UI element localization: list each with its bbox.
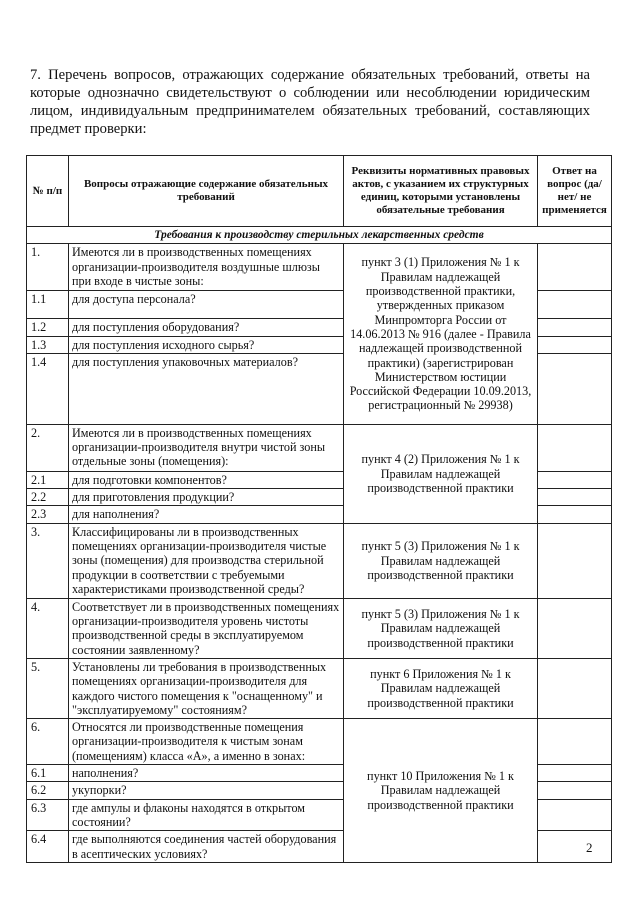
section-row xyxy=(27,227,612,244)
table-header-row xyxy=(27,156,612,227)
answer-cell[interactable] xyxy=(538,765,612,782)
row-num: 1.1 xyxy=(27,291,69,319)
answer-cell[interactable] xyxy=(538,353,612,424)
table-row xyxy=(27,424,612,471)
row-num: 6.1 xyxy=(27,765,69,782)
table-row xyxy=(27,244,612,291)
answer-cell[interactable] xyxy=(538,319,612,336)
row-num: 6.3 xyxy=(27,799,69,831)
row-question: укупорки? xyxy=(69,782,344,799)
row-question: для подготовки компонентов? xyxy=(69,471,344,488)
row-num: 3. xyxy=(27,523,69,598)
intro-paragraph: 7. Перечень вопросов, отражающих содержание обязательных требований, ответы на которые однозначно свидетельствуют о соблюдении или несоблюдении юридическим лицом, индивидуальным предпринимателем обязательных требований, составляющих предмет проверки: xyxy=(30,67,590,137)
row-num: 6.2 xyxy=(27,782,69,799)
requirements-table xyxy=(26,155,612,863)
answer-cell[interactable] xyxy=(538,719,612,765)
answer-cell[interactable] xyxy=(538,523,612,598)
table-row xyxy=(27,523,612,598)
row-reference: пункт 5 (3) Приложения № 1 к Правилам надлежащей производственной практики xyxy=(344,523,538,598)
row-num: 2.3 xyxy=(27,506,69,523)
header-question: Вопросы отражающие содержание обязательных требований xyxy=(69,156,344,227)
row-num: 2.2 xyxy=(27,489,69,506)
answer-cell[interactable] xyxy=(538,831,612,863)
row-num: 5. xyxy=(27,658,69,718)
row-question: для поступления упаковочных материалов? xyxy=(69,353,344,424)
row-reference: пункт 3 (1) Приложения № 1 к Правилам надлежащей производственной практики, утвержденных приказом Минпромторга России от 14.06.2013 № 916 (далее - Правила надлежащей производственной практики) (зарегистрирован Министерством юстиции Российской Федерации 10.09.2013, регистрационный № 29938) xyxy=(344,244,538,425)
header-reference: Реквизиты нормативных правовых актов, с указанием их структурных единиц, которыми установлены обязательные требования xyxy=(344,156,538,227)
row-num: 4. xyxy=(27,598,69,658)
page-number: 2 xyxy=(586,840,593,855)
row-num: 1. xyxy=(27,244,69,291)
table-row xyxy=(27,658,612,718)
row-reference: пункт 5 (3) Приложения № 1 к Правилам надлежащей производственной практики xyxy=(344,598,538,658)
answer-cell[interactable] xyxy=(538,489,612,506)
row-num: 6. xyxy=(27,719,69,765)
answer-cell[interactable] xyxy=(538,471,612,488)
answer-cell[interactable] xyxy=(538,799,612,831)
answer-cell[interactable] xyxy=(538,424,612,471)
answer-cell[interactable] xyxy=(538,336,612,353)
answer-cell[interactable] xyxy=(538,244,612,291)
row-num: 2.1 xyxy=(27,471,69,488)
answer-cell[interactable] xyxy=(538,658,612,718)
row-question: для наполнения? xyxy=(69,506,344,523)
row-question: где ампулы и флаконы находятся в открытом состоянии? xyxy=(69,799,344,831)
row-num: 1.3 xyxy=(27,336,69,353)
row-question: для приготовления продукции? xyxy=(69,489,344,506)
section-title: Требования к производству стерильных лекарственных средств xyxy=(27,227,612,244)
row-num: 2. xyxy=(27,424,69,471)
row-num: 1.4 xyxy=(27,353,69,424)
row-reference: пункт 6 Приложения № 1 к Правилам надлежащей производственной практики xyxy=(344,658,538,718)
header-answer: Ответ на вопрос (да/нет/ не применяется xyxy=(538,156,612,227)
header-num: № п/п xyxy=(27,156,69,227)
table-row xyxy=(27,598,612,658)
row-question: для поступления оборудования? xyxy=(69,319,344,336)
answer-cell[interactable] xyxy=(538,506,612,523)
row-num: 1.2 xyxy=(27,319,69,336)
row-question: Имеются ли в производственных помещениях организации-производителя воздушные шлюзы при входе в чистые зоны: xyxy=(69,244,344,291)
answer-cell[interactable] xyxy=(538,782,612,799)
row-question: для поступления исходного сырья? xyxy=(69,336,344,353)
row-question: Установлены ли требования в производственных помещениях организации-производителя для каждого чистого помещения к "оснащенному" и "эксплуатируемому" состояниям? xyxy=(69,658,344,718)
row-reference: пункт 10 Приложения № 1 к Правилам надлежащей производственной практики xyxy=(344,719,538,863)
row-question: где выполняются соединения частей оборудования в асептических условиях? xyxy=(69,831,344,863)
row-num: 6.4 xyxy=(27,831,69,863)
answer-cell[interactable] xyxy=(538,598,612,658)
row-question: Имеются ли в производственных помещениях организации-производителя внутри чистой зоны отдельные зоны (помещения): xyxy=(69,424,344,471)
answer-cell[interactable] xyxy=(538,291,612,319)
row-question: Классифицированы ли в производственных помещениях организации-производителя чистые зоны (помещения) для производства стерильной продукции в соответствии с требуемыми характеристиками производственной среды? xyxy=(69,523,344,598)
row-reference: пункт 4 (2) Приложения № 1 к Правилам надлежащей производственной практики xyxy=(344,424,538,523)
row-question: Относятся ли производственные помещения организации-производителя к чистым зонам (помещениям) класса «А», а именно в зонах: xyxy=(69,719,344,765)
row-question: Соответствует ли в производственных помещениях организации-производителя уровень чистоты производственной среды в эксплуатируемом состоянии заявленному? xyxy=(69,598,344,658)
row-question: для доступа персонала? xyxy=(69,291,344,319)
table-row xyxy=(27,719,612,765)
row-question: наполнения? xyxy=(69,765,344,782)
